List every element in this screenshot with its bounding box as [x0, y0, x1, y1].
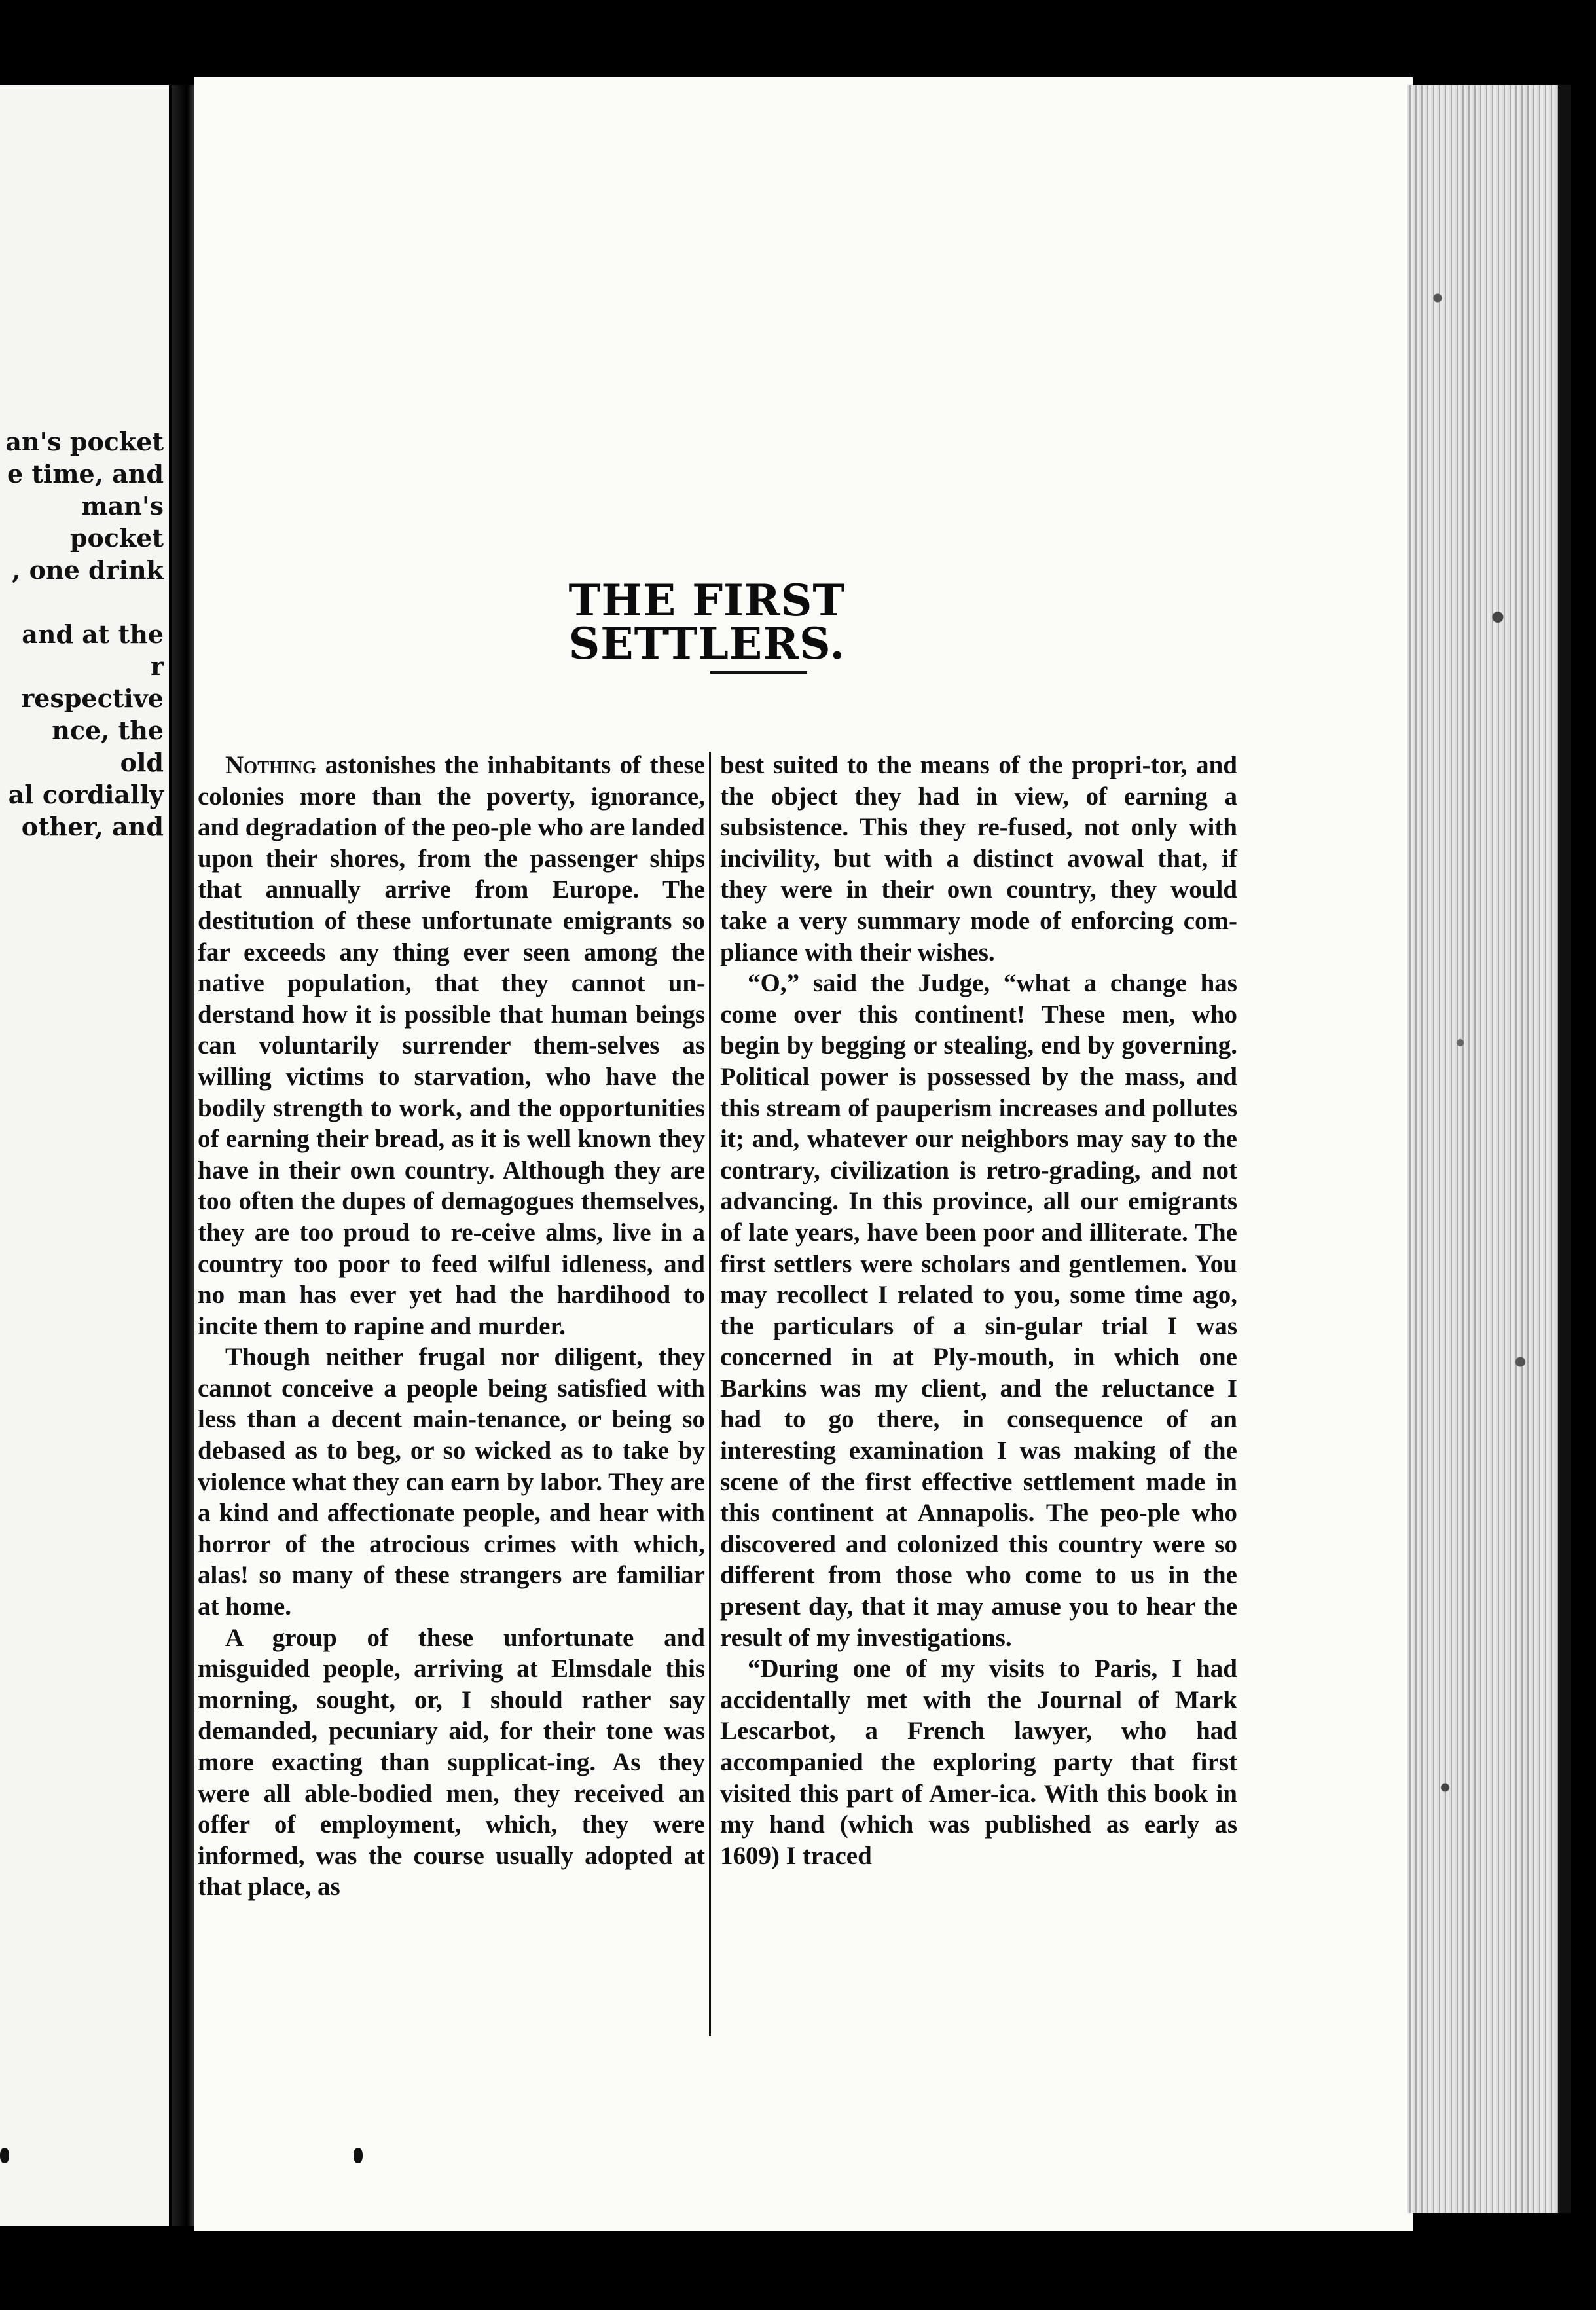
facing-line: and at the [22, 619, 164, 649]
facing-line: nce, the old [52, 716, 164, 777]
facing-line: r respective [21, 651, 164, 713]
facing-line: other, and [21, 812, 164, 841]
facing-line: an's pocket [5, 427, 164, 456]
facing-line [0, 586, 164, 618]
facing-line: , one drink [12, 555, 164, 585]
page-edge-shadow [1558, 85, 1571, 2213]
margin-mark [0, 2148, 9, 2163]
title-rule [710, 671, 807, 674]
facing-page-text [0, 426, 164, 843]
facing-page-strip [0, 85, 169, 2226]
margin-mark [354, 2148, 363, 2163]
article-title: THE FIRST SETTLERS. [568, 575, 846, 670]
paragraph: “During one of my visits to Paris, I had accidentally met with the Journal of Mark Lescarbot, a French lawyer, who had accompanied the exploring party that first visited this part of Amer-ica. With this book in my hand (which was published as early as 1609) I traced [720, 1655, 1237, 1870]
paragraph [198, 750, 705, 1342]
paragraph: Though neither frugal nor diligent, they cannot conceive a people being satisfied with less than a decent main-tenance, or being so debased as to beg, or so wicked as to take by violence what they can earn by labor. They are a kind and affectionate people, and hear with horror of the atrocious crimes with which, alas! so many of these strangers are familiar at home. [198, 1343, 705, 1621]
paragraph-text: astonishes the inhabitants of these colonies more than the poverty, ignorance, and degradation of the peo-ple who are landed upon their shores, from the passenger ships that annually arrive from Europe. The destitution of these unfortunate emigrants so far exceeds any thing ever seen among the native population, that they cannot un-derstand how it is possible that human beings can voluntarily surrender them-selves as willing victims to starvation, who have the bodily strength to work, and the opportunities of earning their bread, as it is well known they have in their own country. Although they are too often the dupes of demagogues themselves, they are too proud to re-ceive alms, live in a country too poor to feed wilful idleness, and no man has ever yet had the hardihood to incite them to rapine and murder. [198, 751, 705, 1340]
facing-line: al cordially [8, 780, 164, 809]
binding-gutter [172, 85, 194, 2226]
facing-line: e time, and [7, 459, 164, 488]
column-divider [709, 752, 711, 2036]
paragraph: “O,” said the Judge, “what a change has come over this continent! These men, who begin by begging or stealing, end by governing. Political power is possessed by the mass, and this stream of pauperism increases and pollutes it; and, whatever our neighbors may say to the contrary, civilization is retro-grading, and not advancing. In this province, all our emigrants of late years, have been poor and illiterate. The first settlers were scholars and gentlemen. You may recollect I related to you, some time ago, the particulars of a sin-gular trial I was concerned in at Ply-mouth, in which one Barkins was my client, and the reluctance I had to go there, in consequence of an interesting examination I was making of the scene of the first effective settlement made in this continent at Annapolis. The peo-ple who discovered and colonized this country were so different from those who come to us in the present day, that it may amuse you to hear the result of my investigations. [720, 969, 1237, 1652]
facing-line: man's pocket [69, 491, 164, 553]
column-right [720, 750, 1237, 1871]
paragraph: best suited to the means of the propri-tor, and the object they had in view, of earning a subsistence. This they re-fused, not only with incivility, but with a distinct avowal that, if they were in their own country, they would take a very summary mode of enforcing com-pliance with their wishes. [720, 751, 1237, 966]
paragraph: A group of these unfortunate and misguided people, arriving at Elmsdale this morning, sought, or, I should rather say demanded, pecuniary aid, for their tone was more exacting than supplicat-ing. As they were all able-bodied men, they received an offer of employment, which, they were informed, was the course usually adopted at that place, as [198, 1623, 705, 1901]
page-edge-stack [1407, 85, 1558, 2213]
column-left [198, 750, 705, 1903]
drop-word: Nothing [225, 751, 317, 779]
